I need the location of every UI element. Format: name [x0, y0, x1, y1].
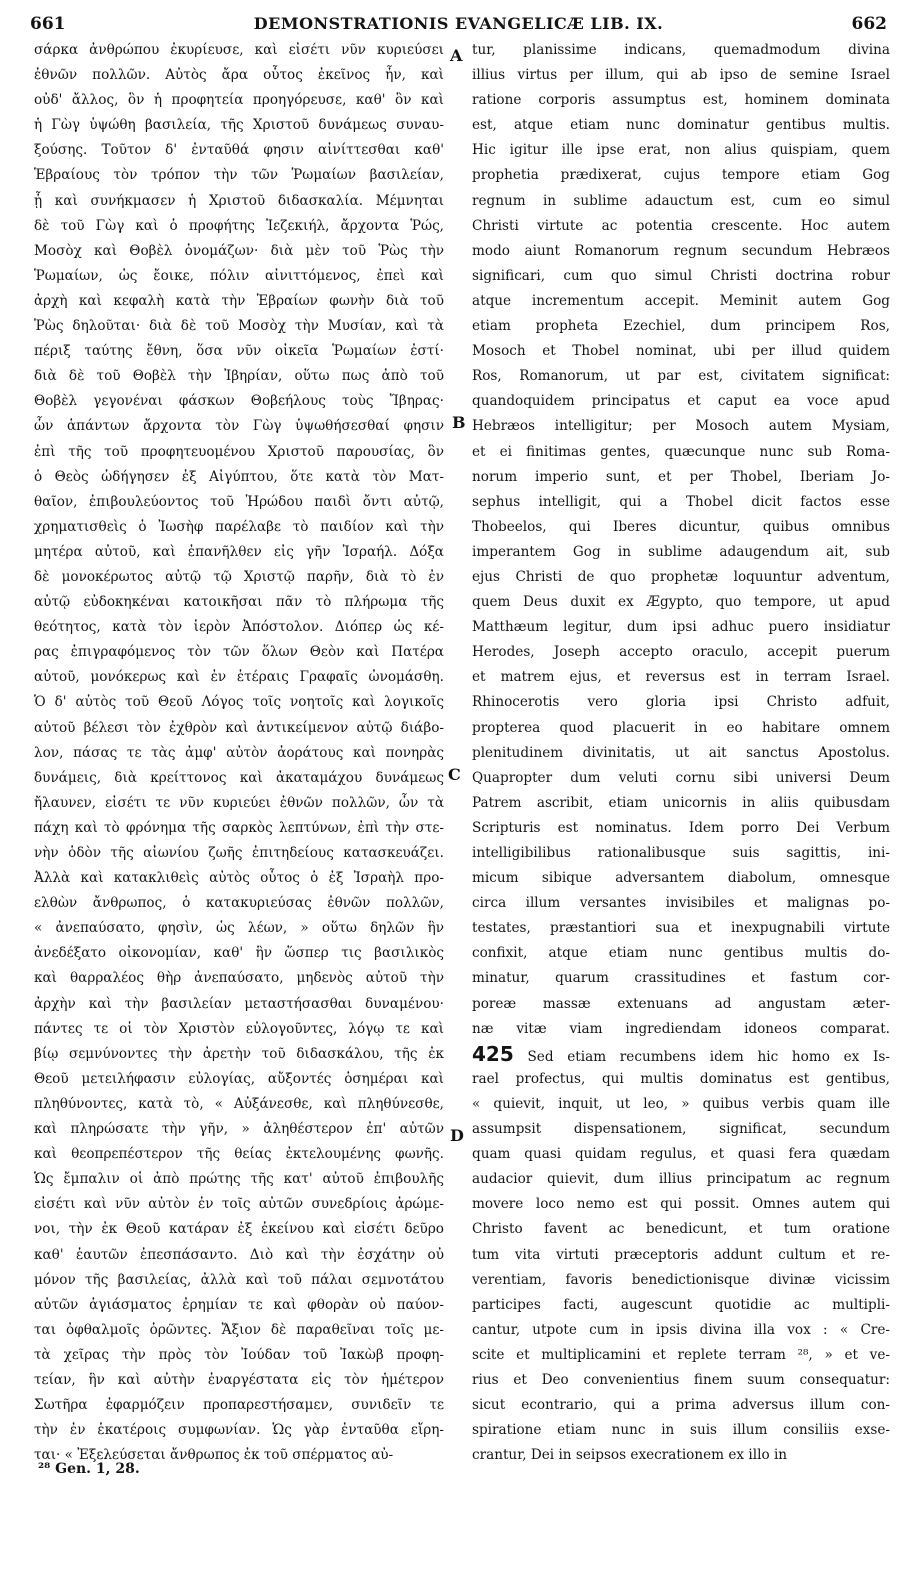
text-line: regnum in sublime adauctum est, cum eo simul [472, 192, 890, 209]
text-line: intelligibilibus rationalibusque suis sagittis, ini- [472, 845, 890, 861]
text-line: Μοσὸχ καὶ Θοβὲλ ὀνομάζων· διὰ μὲν τοῦ Ῥὼς τὴν [34, 242, 444, 259]
text-line: næ vitæ viam ingrediendam idoneos comparat. [472, 1020, 890, 1037]
text-line: quem Deus duxit ex Ægypto, quo tempore, ut apud [472, 594, 890, 611]
text-line: rael profectus, qui multis dominatus est gentibus, [472, 1070, 890, 1087]
text-line: καθ' ἑαυτῶν ἐπεσπάσαντο. Διὸ καὶ τὴν ἐσχάτην οὐ [34, 1246, 444, 1263]
text-line: assumpsit dispensationem, significat, secundum [472, 1121, 890, 1138]
text-line: μόνον τῆς βασιλείας, ἀλλὰ καὶ τοῦ πάλαι σεμνοτάτου [34, 1271, 444, 1288]
margin-letter-c: C [448, 765, 461, 784]
text-line: χρηματισθεὶς ὁ Ἰωσὴφ παρέλαβε τὸ παιδίον καὶ τὴν [34, 518, 444, 535]
text-line: λον, πάσας τε τὰς ἀμφ' αὐτὸν ἀοράτους καὶ πονηρὰς [34, 744, 444, 761]
text-line: αὐτῶν ἁγιάσματος ἐρημίαν τε καὶ φθορὰν οὐ παύον- [34, 1296, 444, 1313]
text-line: confixit, atque etiam nunc gentibus multis do- [472, 945, 890, 962]
text-line: « quievit, inquit, ut leo, » quibus verbis quam ille [472, 1095, 890, 1112]
text-line: δὲ μονοκέρωτος αὐτῷ τῷ Χριστῷ παρῆν, διὰ τὸ ἐν [34, 568, 444, 585]
text-line: quandoquidem principatus et caput ea voce apud [472, 393, 890, 410]
text-line: illius virtus per illum, qui ab ipso de semine Israel [472, 67, 890, 84]
text-line: ἀρχὴ καὶ κεφαλὴ κατὰ τὴν Ἑβραίων φωνὴν διὰ τοῦ [34, 292, 444, 309]
text-line: Ὡς ἔμπαλιν οἱ ἀπὸ πρώτης τῆς κατ' αὐτοῦ ἐπιβουλῆς [34, 1171, 444, 1188]
text-line: πληθύνοντες, κατὰ τὸ, « Αὐξάνεσθε, καὶ πληθύνεσθε, [34, 1095, 444, 1112]
text-line: Christi virtute ac potentia crescente. Hoc autem [472, 217, 890, 234]
text-line: cantur, utpote cum in ipsis divina illa vox : « Cre- [472, 1321, 890, 1338]
text-line: Ἑβραίους τὸν τρόπον τὴν τῶν Ῥωμαίων βασιλείαν, [34, 167, 444, 184]
text-line: Mosoch et Thobel nominat, ubi per illud quidem [472, 343, 890, 360]
text-line: verentiam, favoris benedictionisque divinæ vicissim [472, 1271, 890, 1288]
text-line: οὐδ' ἄλλος, ὃν ἡ προφητεία προηγόρευσε, καθ' ὃν καὶ [34, 92, 444, 109]
text-line: αὐτοῦ, μονόκερως καὶ ἐν ἑτέραις Γραφαῖς ὠνομάσθη. [34, 669, 444, 686]
text-line: Θοβὲλ γεγονέναι φάσκων Θοβεήλους τοὺς Ἴβηρας· [34, 393, 444, 410]
text-line: ἀρχὴν καὶ τὴν βασιλείαν μεταστήσασθαι δυναμένου· [34, 995, 444, 1012]
text-line: sicut econtrario, qui a prima adversus illum con- [472, 1397, 890, 1414]
text-line: ται· « Ἐξελεύσεται ἄνθρωπος ἐκ τοῦ σπέρματος αὐ- [34, 1447, 394, 1464]
text-line: νὴν ὁδὸν τῆς αἰωνίου ζωῆς ἐπιτηδείους κατασκευάζει. [34, 845, 444, 861]
text-line: βίῳ σεμνύνοντες τὴν ἀρετὴν τοῦ διδασκάλου, τῆς ἐκ [34, 1045, 444, 1062]
text-line: crantur, Dei in seipsos execrationem ex illo in [472, 1447, 788, 1464]
text-line: δυνάμεις, διὰ κρείττονος καὶ ἀκαταμάχου δυνάμεως [34, 769, 444, 786]
text-line: norum imperio sunt, et per Thobel, Iberiam Jo- [472, 468, 890, 485]
text-line: αὐτοῦ βέλεσι τὸν ἐχθρὸν καὶ ἀντικείμενον αὐτῷ διάβο- [34, 719, 444, 736]
text-line: ᾗ καὶ συνήκμασεν ἡ Χριστοῦ διδασκαλία. Μέμνηται [34, 192, 444, 209]
footnote: ²⁸ Gen. 1, 28. [38, 1461, 140, 1477]
page-number-right: 662 [851, 14, 887, 34]
text-line: ὧν ἁπάντων ἄρχοντα τὸν Γὼγ ὑψωθήσεσθαί φησιν [34, 418, 444, 435]
text-line: spiratione etiam nunc in suis illum consiliis exse- [472, 1422, 890, 1439]
text-line: ἐπὶ τῆς τοῦ προφητευομένου Χριστοῦ παρουσίας, ὃν [34, 443, 444, 460]
text-line: propterea quod placuerit in eo habitare omnem [472, 719, 890, 736]
text-line: Scripturis est nominatus. Idem porro Dei Verbum [472, 819, 890, 836]
text-line: poreæ massæ extenuans ad angustam æter- [472, 995, 890, 1012]
page-number-left: 661 [30, 14, 66, 34]
text-line: Matthæum legitur, dum ipsi adhuc puero insidiatur [472, 619, 890, 636]
text-line: plenitudinem divinitatis, ut ait sanctus Apostolus. [472, 744, 890, 761]
text-line: πάχη καὶ τὸ φρόνημα τῆς σαρκὸς λεπτύνων, ἐπὶ τὴν στε- [34, 819, 444, 836]
margin-letter-a: A [450, 46, 463, 65]
text-line: δὲ τοῦ Γὼγ καὶ ὁ προφήτης Ἰεζεκιήλ, ἄρχοντα Ῥώς, [34, 217, 444, 234]
greek-text-column [34, 38, 444, 1468]
text-line: καὶ θαρραλέος θὴρ ἀνεπαύσατο, μηδενὸς αὐτοῦ τὴν [34, 970, 444, 987]
text-line: Ὁ δ' αὐτὸς τοῦ Θεοῦ Λόγος τοῖς νοητοῖς καὶ λογικοῖς [34, 694, 444, 711]
margin-letter-b: B [452, 413, 466, 432]
text-line: Θεοῦ μετειλήφασιν εὐλογίας, αὔξοντές ὁσημέραι καὶ [34, 1070, 444, 1087]
text-line: audacior quievit, dum illius principatum ac regnum [472, 1171, 890, 1188]
text-line: Ros, Romanorum, ut par est, civitatem significat: [472, 368, 890, 385]
text-line: ρας ἐπιγραφόμενος τὸν τῶν ὅλων Θεὸν καὶ Πατέρα [34, 644, 444, 661]
text-line: Ῥὼς δηλοῦται· διὰ δὲ τοῦ Μοσὸχ τὴν Μυσίαν, καὶ τὰ [34, 318, 444, 335]
text-line: πάντες τε οἱ τὸν Χριστὸν εὐλογοῦντες, λόγῳ τε καὶ [34, 1020, 444, 1037]
text-line: ἡ Γὼγ ὑψώθη βασιλεία, τῆς Χριστοῦ δυνάμεως συναυ- [34, 117, 444, 134]
text-line: movere loco nemo est qui possit. Omnes autem qui [472, 1196, 890, 1213]
text-line: Ῥωμαίων, ὡς ἔοικε, πόλιν αἰνιττόμενος, ἐπεὶ καὶ [34, 267, 444, 284]
text-line: ὁ Θεὸς ὡδήγησεν ἐξ Αἰγύπτου, ὅτε κατὰ τὸν Ματ- [34, 468, 444, 485]
text-line: ἐθνῶν πολλῶν. Αὐτὸς ἄρα οὗτος ἐκεῖνος ἦν, καὶ [34, 67, 444, 84]
text-line: tur, planissime indicans, quemadmodum divina [472, 42, 890, 58]
text-line: Christo favent ac benedicunt, et tum oratione [472, 1221, 890, 1238]
text-line: καὶ πληρώσατε τὴν γῆν, » ἀληθέστερον ἐπ' αὐτῶν [34, 1121, 444, 1138]
text-line: πέριξ ταύτης ἔθνη, ὅσα νῦν οἰκεῖα Ῥωμαίων ἐστί· [34, 343, 444, 360]
text-line-content: Sed etiam recumbens idem hic homo ex Is- [527, 1048, 890, 1065]
text-line: rius et Deo convenientius finem suum consequatur: [472, 1371, 890, 1388]
text-line: καὶ θεοπρεπέστερον τῆς θείας ἐκτελουμένης φωνῆς. [34, 1146, 444, 1163]
text-line: ξούσης. Τοῦτον δ' ἐνταῦθά φησιν αἰνίττεσθαι καθ' [34, 142, 444, 159]
text-line: Thobeelos, qui Iberes dicuntur, quibus omnibus [472, 518, 890, 535]
text-line: testates, præstantiori sua et inexpugnabili virtute [472, 920, 890, 937]
text-line: ἀνεδέξατο οἰκονομίαν, καθ' ἣν ὥσπερ τις βασιλικὸς [34, 945, 444, 962]
text-line: εἰσέτι καὶ νῦν αὐτὸν ἐν τοῖς αὐτῶν συνεδρίοις ἀρώμε- [34, 1196, 444, 1213]
text-line: μητέρα αὐτοῦ, καὶ ἐπανῆλθεν εἰς γῆν Ἰσραήλ. Δόξα [34, 543, 444, 560]
text-line: imperantem Gog in sublime adaugendum ait, sub [472, 543, 890, 560]
text-line: τὰ χεῖρας τὴν πρὸς τὸν Ἰούδαν τοῦ Ἰακὼβ προφη- [34, 1346, 444, 1363]
text-line: Σωτῆρα ἐφαρμόζειν προπαρεστήσαμεν, συνιδεῖν τε [34, 1397, 444, 1414]
text-line: ελθὼν ἄνθρωπος, ὁ κατακυριεύσας ἐθνῶν πολλῶν, [34, 895, 444, 912]
text-line: tum vita virtuti præceptoris addunt cultum et re- [472, 1246, 890, 1263]
running-title: DEMONSTRATIONIS EVANGELICÆ LIB. IX. [253, 14, 664, 33]
text-line: διὰ δὲ τοῦ Θοβὲλ τὴν Ἰβηρίαν, οὕτω πως ἀπὸ τοῦ [34, 368, 444, 385]
text-line: τὴν ἐν ἑκατέροις συμφωνίαν. Ὡς γὰρ ἐνταῦθα εἴρη- [34, 1422, 444, 1439]
text-line: Herodes, Joseph accepto oraculo, accepit puerum [472, 644, 890, 661]
text-line: ται ὀφθαλμοῖς ὁρῶντες. Ἄξιον δὲ παραθεῖναι τοῖς με- [34, 1321, 444, 1338]
text-line: νοι, τὴν ἐκ Θεοῦ κατάραν ἐξ ἐκείνου καὶ εἰσέτι δεῦρο [34, 1221, 444, 1238]
text-line: Hebræos intelligitur; per Mosoch autem Mysiam, [472, 418, 890, 435]
margin-letter-d: D [450, 1126, 464, 1145]
text-line: « ἀνεπαύσατο, φησὶν, ὡς λέων, » οὕτω δηλῶν ἣν [34, 920, 444, 937]
text-line: ejus Christi de quo prophetæ loquuntur adventum, [472, 568, 890, 585]
text-line: circa illum versantes invisibiles et malignas po- [472, 895, 890, 912]
text-line: etiam propheta Ezechiel, dum principem Ros, [472, 318, 890, 335]
text-line: αὐτῷ εὐδοκηκέναι κατοικῆσαι πᾶν τὸ πλήρωμα τῆς [34, 594, 444, 611]
text-line: τείαν, ἣν καὶ αὐτὴν ἐναργέστατα εἰς τὸν ἡμέτερον [34, 1371, 444, 1388]
text-line: ἤλαυνεν, εἰσέτι τε νῦν κυριεύει ἐθνῶν πολλῶν, ὧν τὰ [34, 794, 444, 811]
text-line: atque incrementum accepit. Meminit autem Gog [472, 292, 890, 309]
text-line: ratione corporis assumptus est, hominem dominata [472, 92, 890, 109]
text-line: Rhinocerotis vero gloria ipsi Christo adfuit, [472, 694, 890, 711]
text-line [472, 1042, 890, 1067]
text-line: Ἀλλὰ καὶ κατακλιθεὶς αὐτὸς οὗτος ὁ ἐξ Ἰσραὴλ προ- [34, 870, 444, 887]
text-line: prophetia prædixerat, cujus tempore etiam Gog [472, 167, 890, 184]
text-line: quam quasi quidam regulus, et quasi fera quædam [472, 1146, 890, 1163]
text-line: sephus intelligit, qui a Thobel dicit factos esse [472, 493, 890, 510]
text-line: minatur, quarum crassitudines et fastum cor- [472, 970, 890, 987]
text-line: scite et multiplicamini et replete terram ²⁸, » et ve- [472, 1346, 890, 1363]
text-line: micum sibique adversantem diabolum, omnesque [472, 870, 890, 887]
text-line: θαῖον, ἐπιβουλεύοντος τοῦ Ἡρώδου παιδὶ ὄντι αὐτῷ, [34, 493, 444, 510]
text-line: et ei finitimas gentes, quæcunque nunc sub Roma- [472, 443, 890, 460]
text-line: modo aiunt Romanorum regnum secundum Hebræos [472, 242, 890, 259]
text-line: σάρκα ἀνθρώπου ἐκυρίευσε, καὶ εἰσέτι νῦν κυριεύσει [34, 42, 444, 58]
text-line: Patrem ascribit, etiam unicornis in aliis quibusdam [472, 794, 890, 811]
text-line: Hic igitur ille ipse erat, non alius quispiam, quem [472, 142, 890, 159]
text-line: participes facti, augescunt quotidie ac multipli- [472, 1296, 890, 1313]
latin-text-column [472, 38, 890, 1468]
section-number: 425 [472, 1041, 514, 1066]
text-line: et matrem ejus, et reversus est in terram Israel. [472, 669, 890, 686]
text-line: θεότητος, κατὰ τὸν ἱερὸν Ἀπόστολον. Διόπερ ὡς κέ- [34, 619, 444, 636]
text-line: significari, cum quo simul Christi doctrina robur [472, 267, 890, 284]
text-line: est, atque etiam nunc dominatur gentibus multis. [472, 117, 890, 134]
text-line: Quapropter dum veluti cornu sibi universi Deum [472, 769, 890, 786]
